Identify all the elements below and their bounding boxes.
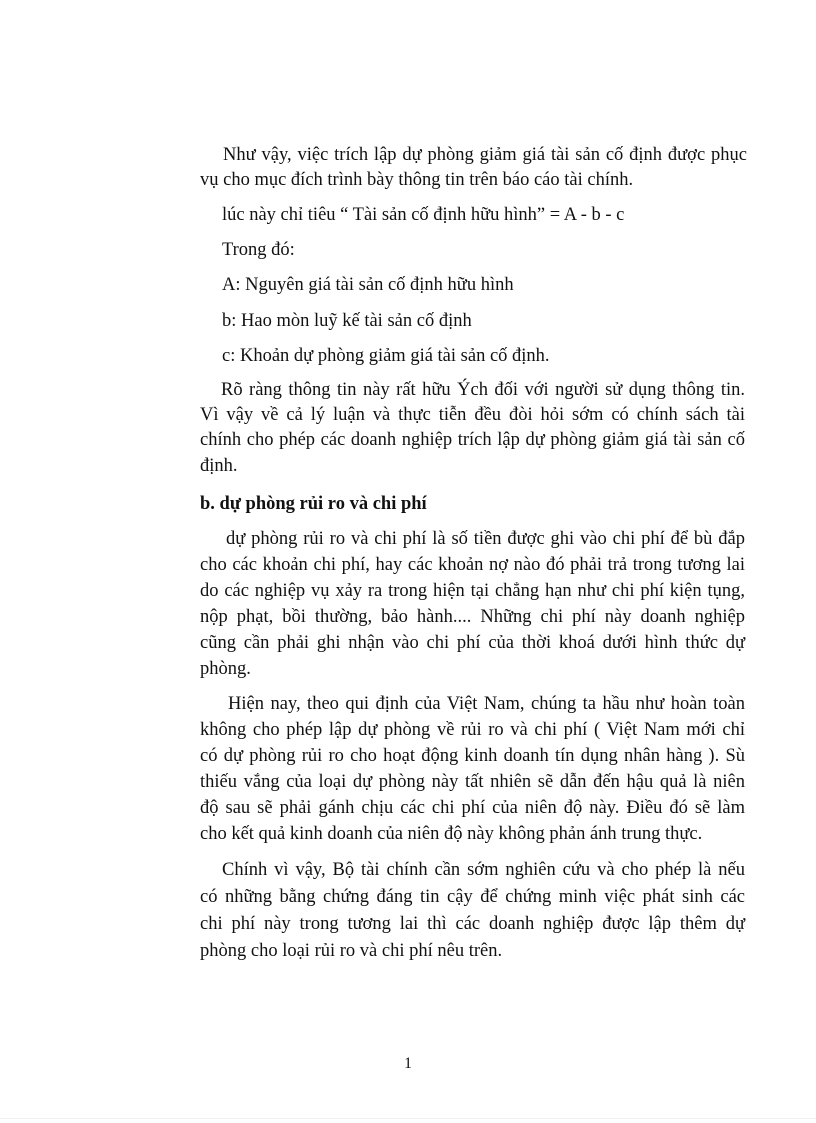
paragraph-5-line-4: phòng cho loại rủi ro và chi phí nêu trên. (200, 941, 503, 961)
paragraph-2-line-2: Vì vậy về cả lý luận và thực tiễn đều đòi hỏi sớm có chính sách tài (200, 405, 745, 425)
paragraph-4-line-1: Hiện nay, theo qui định của Việt Nam, chúng ta hầu như hoàn toàn (228, 694, 745, 714)
paragraph-4-line-3: có dự phòng rủi ro cho hoạt động kinh doanh tín dụng nhân hàng ). Sù (200, 746, 745, 766)
paragraph-4-line-5: độ sau sẽ phải gánh chịu các chi phí của niên độ này. Điều đó sẽ làm (200, 798, 745, 818)
paragraph-4-line-2: không cho phép lập dự phòng về rủi ro và chi phí ( Việt Nam mới chỉ (200, 720, 745, 740)
where-label: Trong đó: (222, 240, 295, 260)
paragraph-3-line-1: dự phòng rủi ro và chi phí là số tiền được ghi vào chi phí để bù đắp (226, 529, 745, 549)
paragraph-3-line-4: nộp phạt, bồi thường, bảo hành.... Những chi phí này doanh nghiệp (200, 607, 745, 627)
paragraph-3-line-2: cho các khoản chi phí, hay các khoản nợ nào đó phải trả trong tương lai (200, 555, 745, 575)
definition-c: c: Khoản dự phòng giảm giá tài sản cố định. (222, 346, 550, 366)
paragraph-2-line-1: Rõ ràng thông tin này rất hữu Ých đối với người sử dụng thông tin. (221, 380, 745, 400)
paragraph-3-line-5: cũng cần phải ghi nhận vào chi phí của thời khoá dưới hình thức dự (200, 633, 745, 653)
paragraph-3-line-6: phòng. (200, 659, 251, 679)
paragraph-5-line-1: Chính vì vậy, Bộ tài chính cần sớm nghiên cứu và cho phép là nếu (222, 860, 745, 880)
page-number: 1 (404, 1055, 412, 1072)
formula-line: lúc này chỉ tiêu “ Tài sản cố định hữu hình” = A - b - c (222, 205, 625, 225)
definition-b: b: Hao mòn luỹ kế tài sản cố định (222, 311, 472, 331)
paragraph-5-line-2: có những bằng chứng đáng tin cậy để chứng minh việc phát sinh các (200, 887, 745, 907)
paragraph-2-line-4: định. (200, 456, 238, 476)
paragraph-3-line-3: do các nghiệp vụ xảy ra trong hiện tại chẳng hạn như chi phí kiện tụng, (200, 581, 745, 601)
bottom-divider (0, 1118, 816, 1119)
paragraph-4-line-4: thiếu vắng của loại dự phòng này tất nhiên sẽ dẫn đến hậu quả là niên (200, 772, 745, 792)
paragraph-5-line-3: chi phí này trong tương lai thì các doanh nghiệp được lập thêm dự (200, 914, 745, 934)
paragraph-2-line-3: chính cho phép các doanh nghiệp trích lập dự phòng giảm giá tài sản cố (200, 430, 745, 450)
paragraph-1-line-2: vụ cho mục đích trình bày thông tin trên báo cáo tài chính. (200, 170, 634, 190)
definition-a: A: Nguyên giá tài sản cố định hữu hình (222, 275, 514, 295)
paragraph-1-line-1: Như vậy, việc trích lập dự phòng giảm giá tài sản cố định được phục (223, 145, 747, 165)
section-heading: b. dự phòng rủi ro và chi phí (200, 494, 427, 514)
paragraph-4-line-6: cho kết quả kinh doanh của niên độ này không phản ánh trung thực. (200, 824, 703, 844)
